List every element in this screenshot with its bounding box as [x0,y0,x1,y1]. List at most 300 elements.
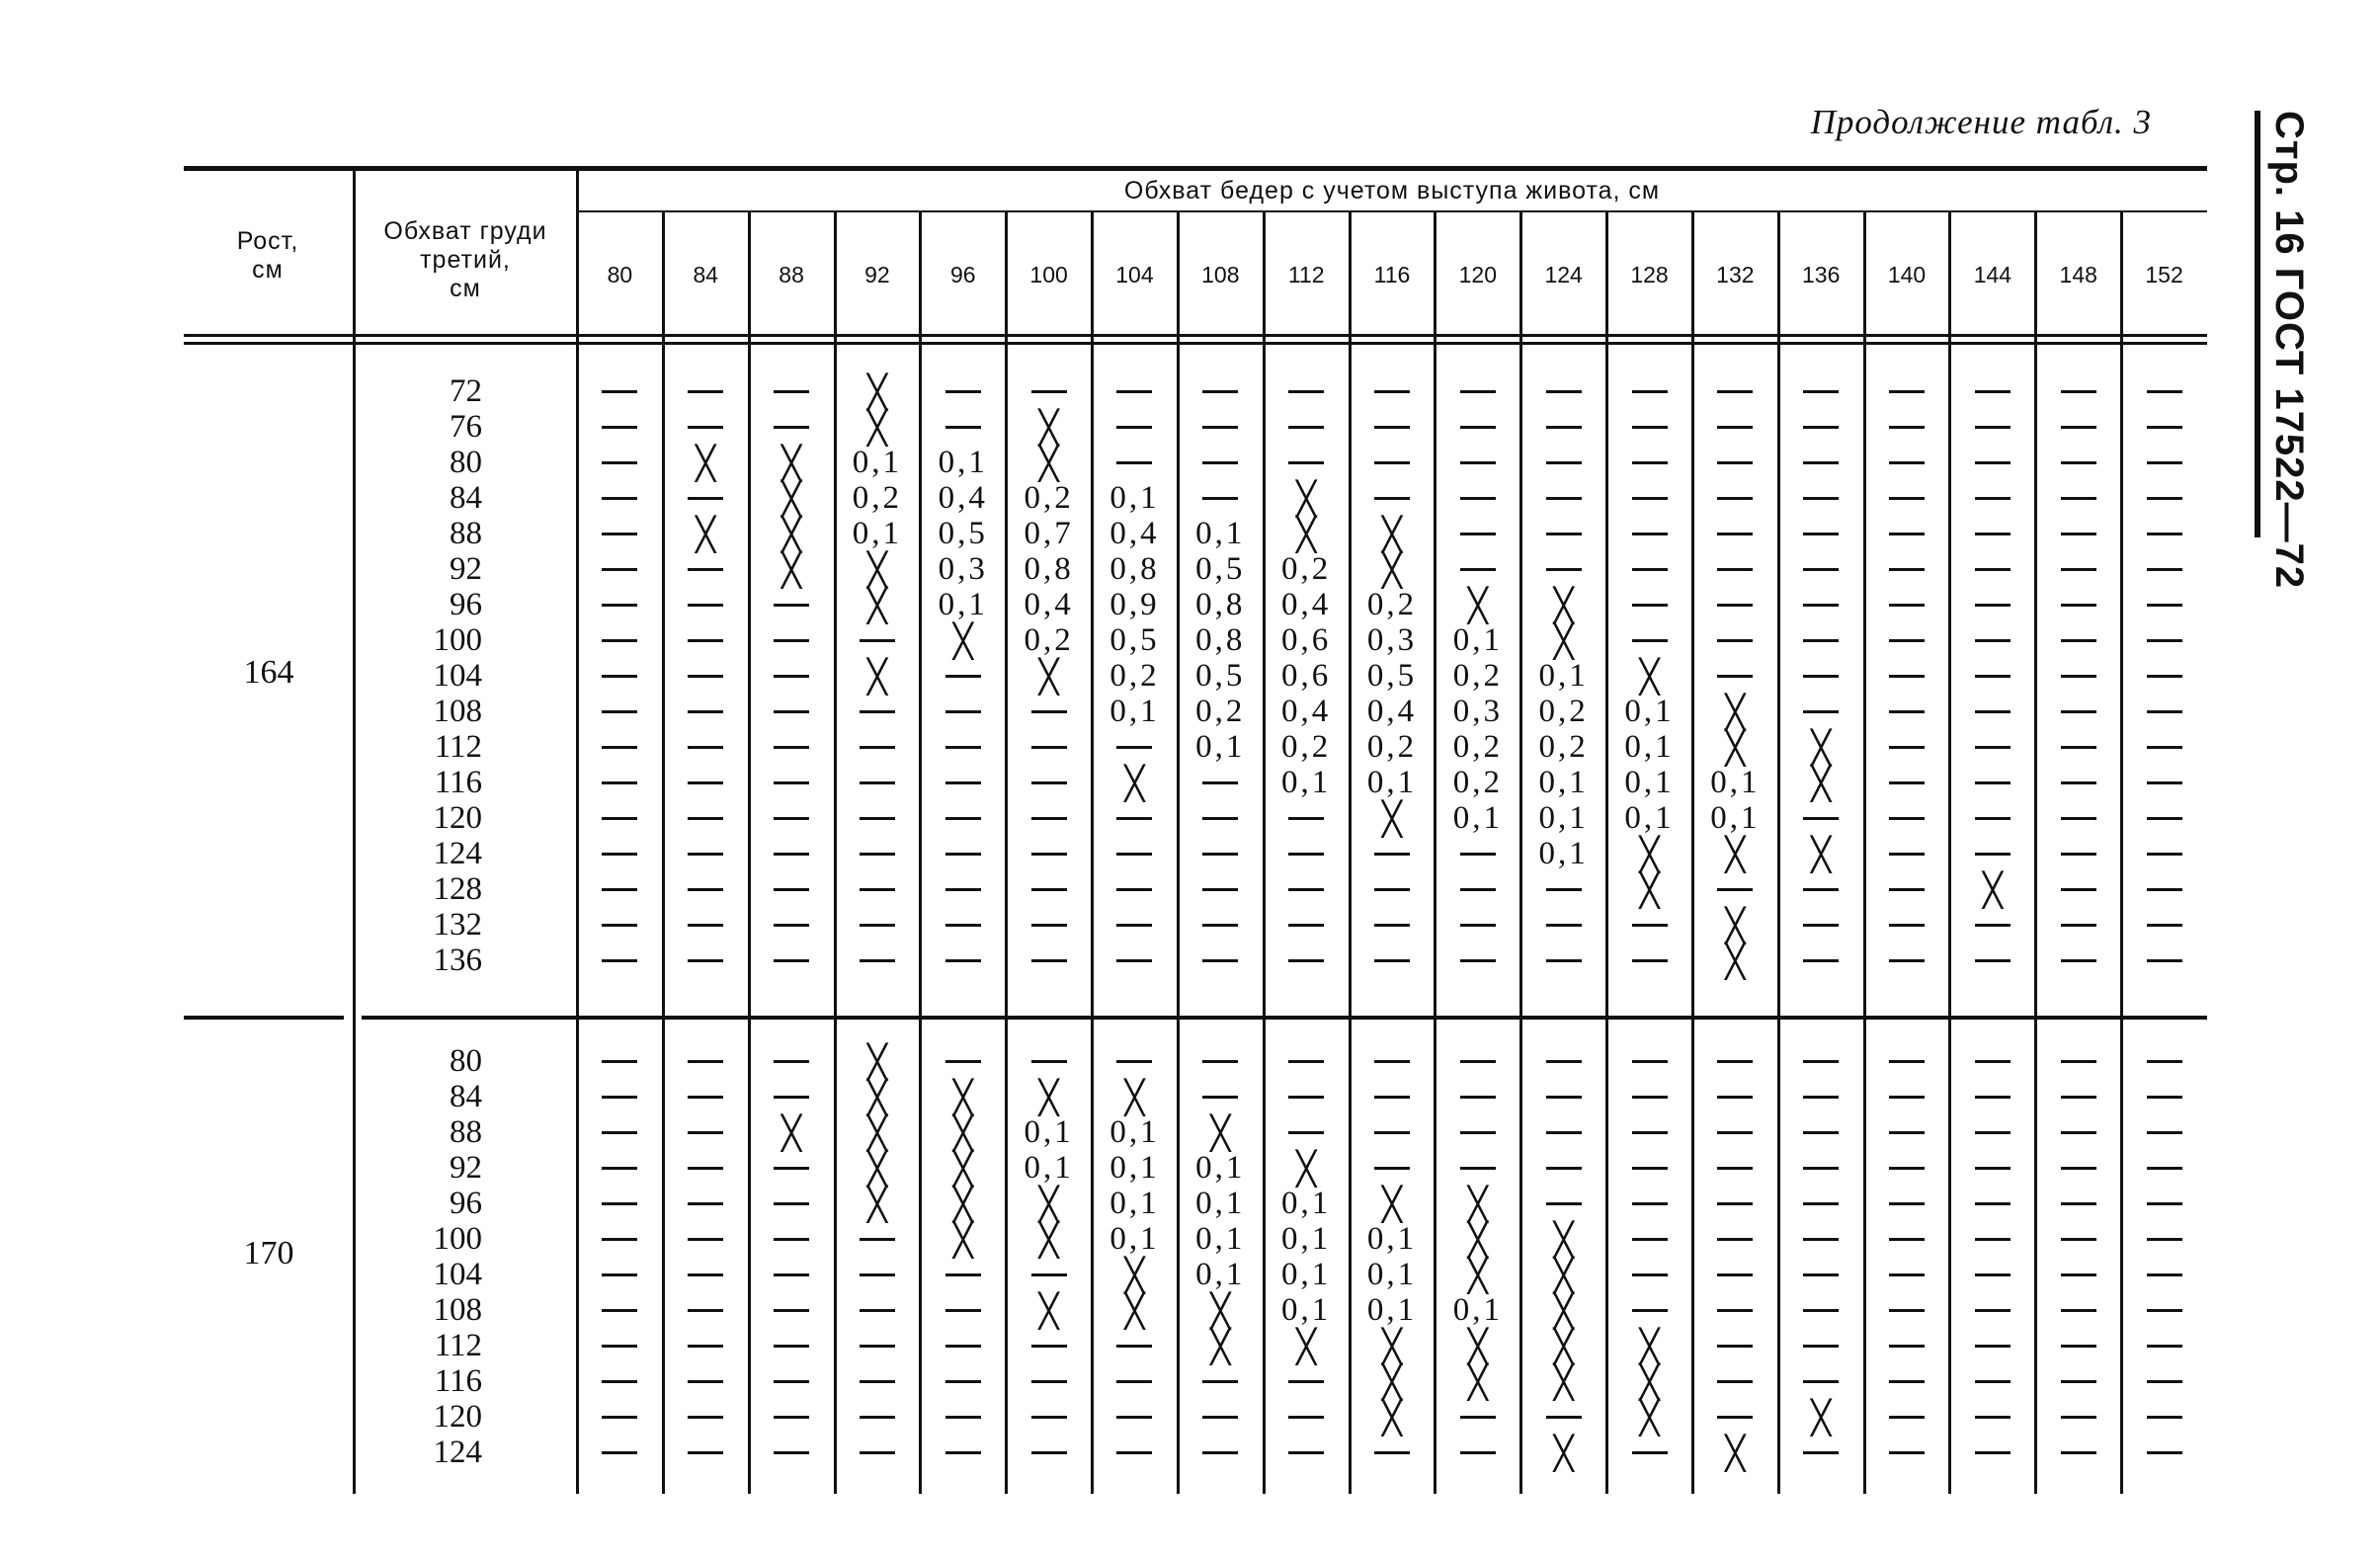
dash-mark [1546,924,1582,927]
table-cell [1092,445,1178,480]
dash-mark [1116,1416,1152,1419]
table-cell [1606,658,1692,694]
dash-mark [2061,1202,2096,1205]
percent-value: 0,2 [1109,657,1160,694]
dash-mark [1374,390,1410,393]
table-cell [1006,445,1092,480]
cross-mark: ╳ [952,620,973,660]
table-cell [1264,1114,1350,1150]
percent-value: 0,1 [1281,764,1332,800]
table-cell [1606,1399,1692,1435]
hip-column-label: 108 [1201,262,1240,287]
dash-mark [1803,1096,1839,1099]
dash-mark [2061,497,2096,500]
table-cell [1264,622,1350,658]
table-cell [1864,480,1950,516]
percent-value: 0,3 [1366,621,1418,658]
table-cell [1520,800,1606,836]
table-cell [920,1186,1006,1221]
table-cell [2121,1114,2207,1150]
table-cell [1864,1257,1950,1292]
dash-mark [1374,426,1410,429]
table-cell [1520,480,1606,516]
dash-mark [2061,675,2096,678]
cross-mark: ╳ [1210,1326,1231,1365]
table-cell [749,1363,835,1399]
table-cell [2121,1186,2207,1221]
hip-column-label: 152 [2145,262,2183,287]
table-cell [1778,800,1864,836]
dash-mark [2147,675,2182,678]
table-cell [1435,907,1520,943]
table-cell [1092,1435,1178,1470]
dash-mark [1717,1309,1753,1312]
table-cell [1006,836,1092,871]
table-cell [577,1150,663,1186]
table-cell [1520,516,1606,551]
dash-mark [945,675,981,678]
hip-column-rule [1519,210,1522,1494]
table-cell [2121,907,2207,943]
table-cell [1006,1363,1092,1399]
dash-mark [1975,1309,2011,1312]
cross-mark: ╳ [1467,1326,1488,1365]
table-cell [749,907,835,943]
table-cell [1949,587,2035,622]
table-cell [1092,1363,1178,1399]
table-cell [577,1114,663,1150]
table-cell [835,943,921,978]
dash-mark [1975,1273,2011,1276]
table-cell [920,907,1006,943]
dash-mark [1717,1131,1753,1134]
dash-mark [1632,1131,1668,1134]
cross-mark: ╳ [1467,1255,1488,1294]
dash-mark [774,604,809,607]
table-cell [749,516,835,551]
dash-mark [2147,1273,2182,1276]
dash-mark [1975,1060,2011,1063]
chest-value: 76 [450,409,482,445]
dash-mark [2061,1345,2096,1348]
table-cell [663,516,749,551]
dash-mark [1717,390,1753,393]
table-cell [2121,1363,2207,1399]
dash-mark [1460,1167,1496,1170]
table-cell [1692,1221,1778,1257]
hip-column-rule [662,210,665,1494]
dash-mark [2061,639,2096,642]
table-cell [1006,480,1092,516]
dash-mark [1803,1380,1839,1383]
dash-mark [1889,604,1925,607]
table-cell [1435,1221,1520,1257]
table-cell [1178,551,1264,587]
dash-mark [860,781,895,784]
table-cell [1778,587,1864,622]
percent-value: 0,8 [1195,586,1246,622]
table-cell [1606,480,1692,516]
table-cell [1264,1399,1350,1435]
table-cell [920,658,1006,694]
dash-mark [2061,568,2096,571]
dash-mark [774,1309,809,1312]
chest-value: 116 [434,765,482,800]
dash-mark [1288,888,1324,891]
percent-value: 0,1 [938,444,988,480]
table-cell [1006,1435,1092,1470]
dash-mark [1975,1238,2011,1241]
table-cell [1520,1257,1606,1292]
table-cell [577,800,663,836]
table-cell [1350,587,1436,622]
hip-column-rule [919,210,922,1494]
dash-mark [774,924,809,927]
table-cell [1092,1186,1178,1221]
dash-mark [1717,639,1753,642]
dash-mark [1460,853,1496,856]
table-cell [1092,907,1178,943]
dash-mark [688,497,723,500]
table-cell [1264,871,1350,907]
dash-mark [1803,568,1839,571]
dash-mark [1717,1380,1753,1383]
chest-value: 112 [434,729,482,765]
dash-mark [860,1380,895,1383]
chest-value: 116 [434,1363,482,1399]
chest-value: 84 [450,480,482,516]
dash-mark [688,426,723,429]
table-cell [920,1079,1006,1114]
dash-mark [1288,1451,1324,1454]
hip-column-rule [2120,210,2123,1494]
table-cell [1778,373,1864,409]
table-cell [1092,836,1178,871]
dash-mark [602,924,637,927]
table-cell [835,729,921,765]
table-cell [1864,694,1950,729]
dash-mark [2147,568,2182,571]
percent-value: 0,4 [1281,586,1332,622]
table-cell [663,587,749,622]
table-cell [1949,765,2035,800]
table-cell [1778,1114,1864,1150]
dash-mark [602,746,637,749]
cross-mark: ╳ [1382,549,1402,589]
table-cell [2035,1399,2121,1435]
dash-mark [688,853,723,856]
table-cell [1606,1150,1692,1186]
dash-mark [1546,426,1582,429]
dash-mark [860,888,895,891]
table-cell [1778,1043,1864,1079]
table-cell [2035,658,2121,694]
dash-mark [2147,1238,2182,1241]
dash-mark [2147,781,2182,784]
dash-mark [688,1096,723,1099]
dash-mark [1116,1451,1152,1454]
dash-mark [1632,1309,1668,1312]
table-cell [920,1221,1006,1257]
percent-value: 0,1 [1452,799,1503,836]
table-cell [920,1257,1006,1292]
dash-mark [688,817,723,820]
dash-mark [860,817,895,820]
dash-mark [1116,817,1152,820]
table-cell [1692,1043,1778,1079]
dash-mark [945,781,981,784]
cross-mark: ╳ [952,1184,973,1223]
cross-mark: ╳ [1124,1077,1145,1116]
dash-mark [1632,1273,1668,1276]
dash-mark [1374,888,1410,891]
percent-value: 0,9 [1109,586,1160,622]
dash-mark [1889,924,1925,927]
table-cell [1692,409,1778,445]
table-cell [835,694,921,729]
table-cell [2121,622,2207,658]
table-cell [1864,1043,1950,1079]
table-cell [1949,373,2035,409]
table-cell [1520,1328,1606,1363]
dash-mark [945,924,981,927]
table-cell [1350,373,1436,409]
table-cell [2035,622,2121,658]
percent-value: 0,1 [1195,1256,1246,1292]
dash-mark [688,1202,723,1205]
table-cell [1864,409,1950,445]
table-cell [920,622,1006,658]
table-cell [2035,1221,2121,1257]
percent-value: 0,1 [852,444,903,480]
table-cell [920,943,1006,978]
dash-mark [1975,710,2011,713]
table-cell [1692,658,1778,694]
table-cell [1949,871,2035,907]
table-cell [577,551,663,587]
table-cell [1520,1221,1606,1257]
table-cell [1092,480,1178,516]
table-cell [1435,765,1520,800]
chest-value: 92 [450,551,482,587]
cross-mark: ╳ [866,371,887,411]
dash-mark [1975,781,2011,784]
cross-mark: ╳ [1982,869,2003,909]
dash-mark [1803,1345,1839,1348]
table-cell [1092,551,1178,587]
table-cell [1350,480,1436,516]
table-cell [1006,1221,1092,1257]
percent-value: 0,2 [1024,479,1074,516]
dash-mark [1202,924,1238,927]
dash-mark [688,390,723,393]
hip-column-label: 124 [1544,262,1583,287]
dash-mark [1803,533,1839,535]
table-cell [1692,1435,1778,1470]
hip-column-rule [1863,210,1866,1494]
cross-mark: ╳ [1038,1077,1059,1116]
dash-mark [688,710,723,713]
table-cell [2035,836,2121,871]
chest-value: 120 [433,800,482,836]
dash-mark [1889,853,1925,856]
table-cell [1264,765,1350,800]
chest-value: 92 [450,1150,482,1186]
dash-mark [1632,1238,1668,1241]
cross-mark: ╳ [1639,834,1660,873]
dash-mark [1889,746,1925,749]
dash-mark [688,639,723,642]
dash-mark [1374,1451,1410,1454]
table-cell [1520,765,1606,800]
dash-mark [2147,1380,2182,1383]
table-cell [1264,836,1350,871]
cross-mark: ╳ [866,549,887,589]
percent-value: 0,3 [938,550,988,587]
table-cell [1006,1257,1092,1292]
dash-mark [1116,461,1152,464]
table-cell [1006,1328,1092,1363]
table-cell [1949,516,2035,551]
dash-mark [1202,781,1238,784]
table-cell [1435,871,1520,907]
table-cell [2035,1328,2121,1363]
table-cell [1178,480,1264,516]
percent-value: 0,1 [1538,835,1589,871]
dash-mark [774,1096,809,1099]
table-cell [1520,373,1606,409]
percent-value: 0,2 [1195,693,1246,729]
table-cell [1435,516,1520,551]
table-cell [1178,800,1264,836]
cross-mark: ╳ [1124,1290,1145,1330]
cross-mark: ╳ [781,514,802,553]
table-cell [1606,1328,1692,1363]
table-cell [1949,729,2035,765]
dash-mark [1889,1202,1925,1205]
percent-value: 0,1 [1281,1291,1332,1328]
table-cell [1778,1399,1864,1435]
table-cell [1949,409,2035,445]
dash-mark [945,1060,981,1063]
dash-mark [1031,781,1067,784]
percent-value: 0,1 [1366,1220,1418,1257]
cross-mark: ╳ [781,478,802,518]
table-cell [1006,658,1092,694]
table-cell [1092,658,1178,694]
table-cell [749,1292,835,1328]
table-cell [1949,836,2035,871]
table-cell [1435,373,1520,409]
dash-mark [1889,1380,1925,1383]
dash-mark [2061,853,2096,856]
chest-value: 100 [433,622,482,658]
dash-mark [688,1060,723,1063]
percent-value: 0,2 [1452,764,1503,800]
table-cell [577,694,663,729]
percent-value: 0,1 [1538,764,1589,800]
table-cell [749,1114,835,1150]
table-cell [1092,1043,1178,1079]
table-cell [1006,409,1092,445]
dash-mark [774,1451,809,1454]
dash-mark [1288,461,1324,464]
percent-value: 0,1 [1624,728,1675,765]
percent-value: 0,5 [1109,621,1160,658]
table-cell [1606,871,1692,907]
percent-value: 0,2 [1281,728,1332,765]
table-cell [749,800,835,836]
table-cell [1006,765,1092,800]
table-cell [1949,1221,2035,1257]
table-cell [1692,480,1778,516]
cross-mark: ╳ [1038,443,1059,482]
table-cell [920,729,1006,765]
table-cell [1264,729,1350,765]
table-cell [1264,1257,1350,1292]
table-cell [1006,1292,1092,1328]
cross-mark: ╳ [1725,905,1746,944]
table-cell [1006,907,1092,943]
table-cell [749,694,835,729]
dash-mark [2147,746,2182,749]
table-cell [1949,1043,2035,1079]
table-cell [835,1150,921,1186]
dash-mark [2147,888,2182,891]
table-cell [1864,1363,1950,1399]
table-cell [1692,1292,1778,1328]
table-cell [1435,800,1520,836]
table-cell [1778,1328,1864,1363]
table-cell [920,373,1006,409]
dash-mark [1546,461,1582,464]
dash-mark [774,1416,809,1419]
dash-mark [945,1273,981,1276]
cross-mark: ╳ [1296,1326,1317,1365]
table-cell [1350,409,1436,445]
table-cell [663,1186,749,1221]
table-cell [1778,445,1864,480]
percent-value: 0,2 [1538,728,1589,765]
cross-mark: ╳ [1553,620,1574,660]
table-cell [1435,694,1520,729]
table-cell [1092,871,1178,907]
table-cell [1092,694,1178,729]
dash-mark [860,1345,895,1348]
dash-mark [2147,1451,2182,1454]
table-cell [1264,694,1350,729]
dash-mark [602,853,637,856]
dash-mark [2061,461,2096,464]
table-cell [920,516,1006,551]
dash-mark [1031,710,1067,713]
table-cell [1606,373,1692,409]
table-cell [1092,765,1178,800]
table-cell [1350,1186,1436,1221]
percent-value: 0,1 [1366,764,1418,800]
dash-mark [1717,461,1753,464]
table-cell [1864,1186,1950,1221]
cross-mark: ╳ [1467,1184,1488,1223]
table-cell [835,765,921,800]
hips-group-rule [577,210,2207,212]
table-cell [1692,1114,1778,1150]
dash-mark [602,1238,637,1241]
table-cell [2035,1435,2121,1470]
table-cell [920,694,1006,729]
percent-value: 0,1 [1710,799,1761,836]
table-cell [1949,1257,2035,1292]
